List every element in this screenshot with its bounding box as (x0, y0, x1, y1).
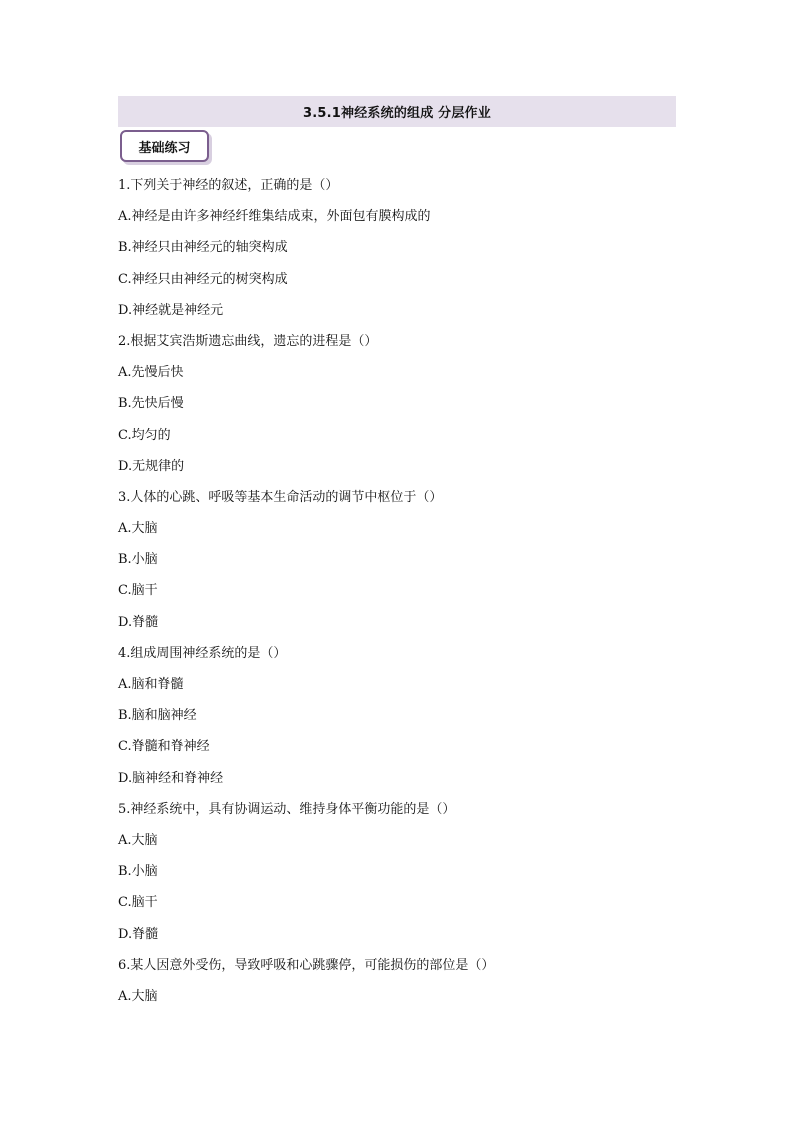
question-stem: 2.根据艾宾浩斯遗忘曲线，遗忘的进程是（） (118, 333, 378, 349)
section-label: 基础练习 (138, 140, 191, 156)
question-stem: 1.下列关于神经的叙述，正确的是（） (118, 178, 339, 193)
answer-option: C.脊髓和脊神经 (118, 739, 210, 755)
answer-option: B.小脑 (118, 864, 158, 880)
answer-option: B.小脑 (118, 552, 158, 568)
question-stem: 3.人体的心跳、呼吸等基本生命活动的调节中枢位于（） (118, 489, 443, 505)
section-badge (120, 130, 209, 162)
answer-option: D.脊髓 (118, 614, 159, 630)
question-list (118, 174, 678, 1016)
answer-option: A.脑和脊髓 (118, 677, 184, 692)
answer-option: B.先快后慢 (118, 396, 184, 412)
answer-option: B.神经只由神经元的轴突构成 (118, 240, 288, 256)
answer-option: A.神经是由许多神经纤维集结成束，外面包有膜构成的 (118, 209, 431, 225)
document-title: 3.5.1神经系统的组成 分层作业 (303, 106, 491, 121)
document-title-bar (118, 96, 676, 127)
answer-option: D.脑神经和脊神经 (118, 770, 224, 786)
question-stem: 5.神经系统中，具有协调运动、维持身体平衡功能的是（） (118, 801, 456, 817)
answer-option: C.脑干 (118, 895, 158, 911)
answer-option: C.神经只由神经元的树突构成 (118, 271, 288, 287)
answer-option: A.大脑 (118, 988, 158, 1004)
answer-option: C.脑干 (118, 583, 158, 599)
question-stem: 4.组成周围神经系统的是（） (118, 645, 287, 661)
question-stem: 6.某人因意外受伤，导致呼吸和心跳骤停，可能损伤的部位是（） (118, 957, 495, 973)
answer-option: A.大脑 (118, 832, 158, 848)
answer-option: D.无规律的 (118, 458, 185, 474)
answer-option: C.均匀的 (118, 427, 171, 443)
answer-option: D.神经就是神经元 (118, 302, 224, 318)
answer-option: A.大脑 (118, 521, 158, 537)
answer-option: B.脑和脑神经 (118, 708, 197, 724)
answer-option: D.脊髓 (118, 926, 159, 942)
answer-option: A.先慢后快 (118, 365, 184, 381)
